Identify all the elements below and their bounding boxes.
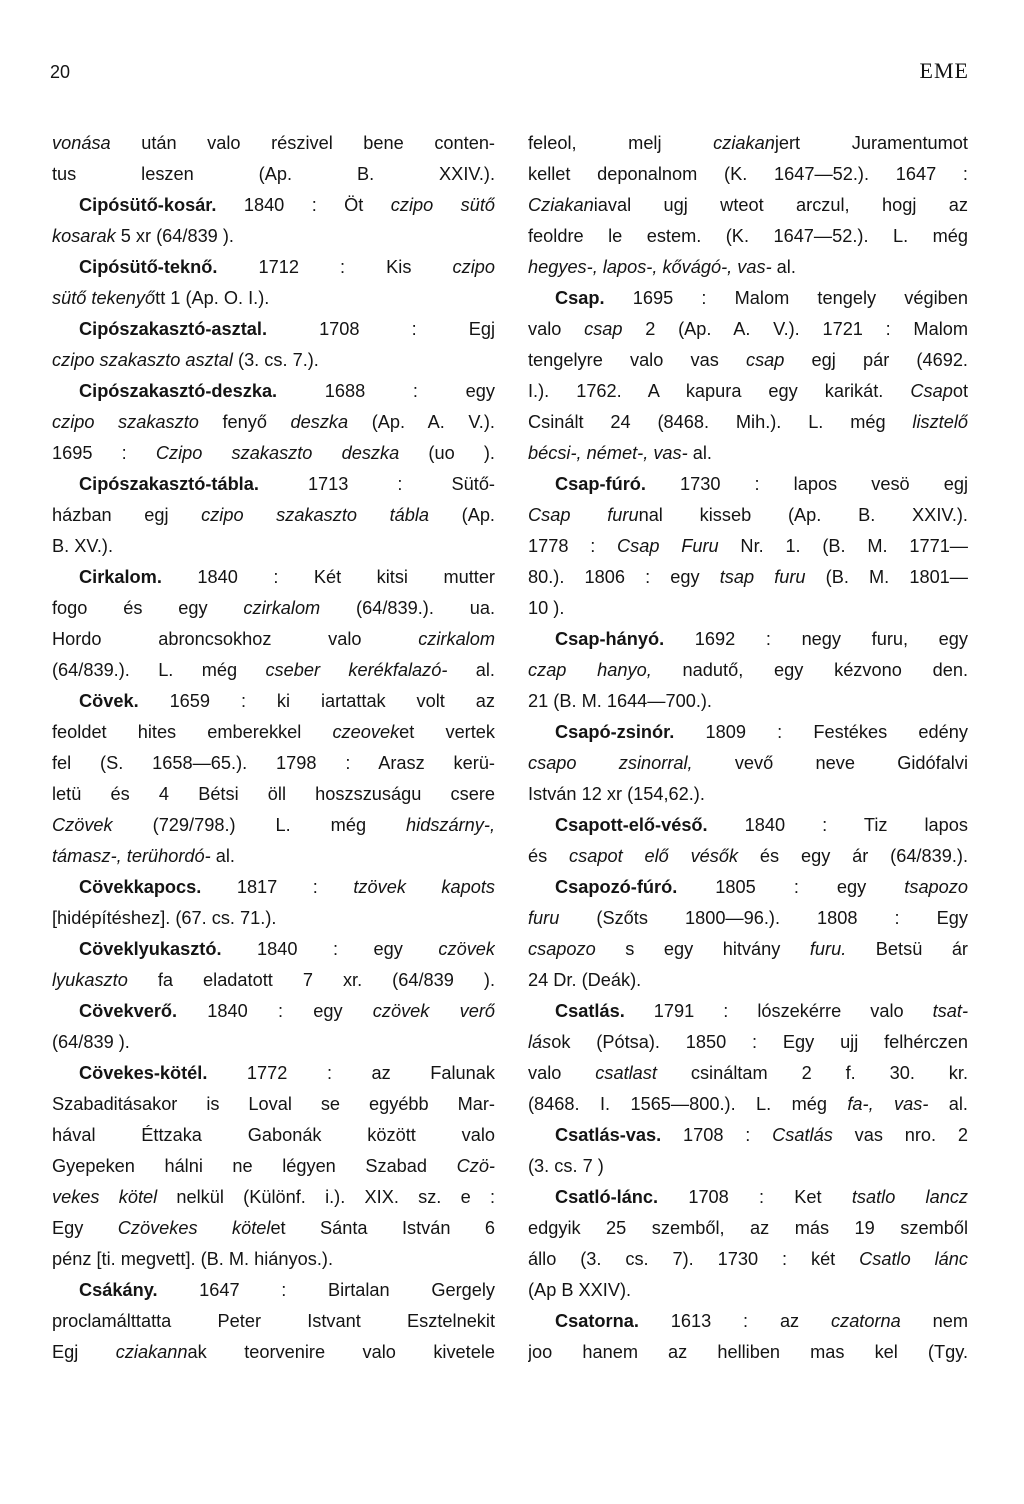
entry-headword: Cövekverő. — [79, 1001, 178, 1021]
entry-headword: Csap. — [555, 288, 605, 308]
quoted-term: tsatlo lancz — [851, 1187, 968, 1207]
body-text: 1659 : ki iartattak volt az — [138, 691, 495, 711]
text-line — [528, 128, 968, 159]
body-text: 1708 : — [661, 1125, 773, 1145]
body-text: 1695 : — [52, 443, 156, 463]
quoted-term: támasz-, terühordó- — [52, 846, 211, 866]
body-text: 1778 : — [528, 536, 618, 556]
text-line — [528, 159, 968, 190]
quoted-term: Csatlo lánc — [859, 1249, 968, 1269]
entry-headword: Cipószakasztó-asztal. — [79, 319, 267, 339]
text-line — [52, 872, 495, 903]
body-text: Egy — [52, 1218, 118, 1238]
body-text: ok (Pótsa). 1850 : Egy ujj felhérczen — [551, 1032, 968, 1052]
body-text: nadutő, egy kézvono den. — [651, 660, 968, 680]
body-text: fa eladatott 7 xr. (64/839 ). — [127, 970, 495, 990]
body-text: fogo és egy — [52, 598, 244, 618]
body-text: (8468. I. 1565—800.). L. még — [528, 1094, 848, 1114]
entry-headword: Cöveklyukasztó. — [79, 939, 222, 959]
body-text: 21 (B. M. 1644—700.). — [528, 691, 712, 711]
quoted-term: csapozo — [528, 939, 596, 959]
quoted-term: czipo szakaszto — [52, 412, 199, 432]
text-line — [52, 748, 495, 779]
quoted-term: csapo zsinorral, — [528, 753, 693, 773]
body-text: s egy hitvány — [595, 939, 810, 959]
body-text: 1613 : az — [638, 1311, 831, 1331]
entry-headword: Cipósütő-teknő. — [79, 257, 218, 277]
body-text: Szabaditásakor is Loval se egyébb Mar- — [52, 1094, 495, 1114]
entry-headword: Csapozó-fúró. — [555, 877, 678, 897]
body-text: fel (S. 1658—65.). 1798 : Arasz kerü- — [52, 753, 495, 773]
body-text: (3. cs. 7.). — [232, 350, 319, 370]
body-text: (729/798.) L. még — [112, 815, 407, 835]
body-text: pénz [ti. megvett]. (B. M. hiányos.). — [52, 1249, 334, 1269]
text-line — [52, 841, 495, 872]
body-text: Gyepeken hálni ne légyen Szabad — [52, 1156, 457, 1176]
text-line — [52, 593, 495, 624]
text-line — [52, 531, 495, 562]
body-text: [hidépítéshez]. (67. cs. 71.). — [52, 908, 277, 928]
body-text: 1708 : Ket — [658, 1187, 852, 1207]
body-text: (64/839.). ua. — [320, 598, 495, 618]
body-text: házban egj — [52, 505, 202, 525]
text-line — [52, 1337, 495, 1368]
entry-headword: Csap-hányó. — [555, 629, 665, 649]
body-text: valo — [528, 319, 585, 339]
body-text: B. XV.). — [52, 536, 113, 556]
body-text: al. — [687, 443, 712, 463]
body-text: Nr. 1. (B. M. 1771— — [718, 536, 968, 556]
body-text: feoldet hites emberekkel — [52, 722, 333, 742]
quoted-term: csap — [745, 350, 785, 370]
text-line — [52, 934, 495, 965]
body-text: 1695 : Malom tengely végiben — [604, 288, 968, 308]
body-text: Csinált 24 (8468. Mih.). L. még — [528, 412, 913, 432]
quoted-term: vekes kötel — [52, 1187, 158, 1207]
text-line — [528, 934, 968, 965]
text-line — [528, 748, 968, 779]
text-line — [52, 190, 495, 221]
body-text: 1840 : Két kitsi mutter — [161, 567, 495, 587]
quoted-term: vonása — [52, 133, 111, 153]
text-line — [52, 1244, 495, 1275]
quoted-term: csap — [584, 319, 623, 339]
body-text: után valo részivel bene conten- — [110, 133, 495, 153]
entry-headword: Csapó-zsinór. — [555, 722, 675, 742]
body-text: 1688 : egy — [277, 381, 495, 401]
body-text: proclamálttatta Peter Istvant Esztelnekit — [52, 1311, 495, 1331]
text-line — [528, 500, 968, 531]
entry-headword: Csatló-lánc. — [555, 1187, 659, 1207]
text-line — [528, 810, 968, 841]
body-text: hával Éttzaka Gabonák között valo — [52, 1125, 495, 1145]
text-line — [528, 314, 968, 345]
entry-headword: Csatlás-vas. — [555, 1125, 662, 1145]
body-text: (64/839 ). — [52, 1032, 130, 1052]
body-text: nelkül (Különf. i.). XIX. sz. e : — [157, 1187, 495, 1207]
body-text: 1647 : Birtalan Gergely — [157, 1280, 495, 1300]
text-line — [528, 376, 968, 407]
quoted-term: bécsi-, német-, vas- — [528, 443, 688, 463]
body-text: István 12 xr (154,62.). — [528, 784, 705, 804]
right-column — [528, 128, 968, 1368]
text-line — [528, 593, 968, 624]
body-text: állo (3. cs. 7). 1730 : két — [528, 1249, 860, 1269]
body-text: 1840 : egy — [221, 939, 439, 959]
text-line — [528, 1213, 968, 1244]
quoted-term: tsap furu — [719, 567, 806, 587]
body-text: tengelyre valo vas — [528, 350, 746, 370]
text-line — [528, 531, 968, 562]
text-line — [52, 1089, 495, 1120]
text-line — [52, 407, 495, 438]
text-line — [528, 1151, 968, 1182]
body-text: (Ap B XXIV). — [528, 1280, 632, 1300]
quoted-term: czövek verő — [372, 1001, 495, 1021]
text-line — [528, 686, 968, 717]
text-line — [528, 996, 968, 1027]
quoted-term: czipo — [452, 257, 495, 277]
body-text: feoldre le estem. (K. 1647—52.). L. még — [528, 226, 968, 246]
quoted-term: kosarak — [52, 226, 116, 246]
quoted-term: sütő tekenyő — [52, 288, 156, 308]
text-line — [52, 686, 495, 717]
body-text: vas nro. 2 — [832, 1125, 968, 1145]
text-line — [52, 903, 495, 934]
body-text: 1713 : Sütő- — [258, 474, 495, 494]
quoted-term: tsat- — [932, 1001, 968, 1021]
quoted-term: csatlast — [595, 1063, 657, 1083]
text-line — [528, 624, 968, 655]
quoted-term: lisztelő — [912, 412, 968, 432]
quoted-term: Csap Furu — [617, 536, 719, 556]
quoted-term: tsapozo — [904, 877, 968, 897]
quoted-term: czipo szakaszto tábla — [201, 505, 430, 525]
text-line — [52, 128, 495, 159]
text-line — [528, 1275, 968, 1306]
body-text: (B. M. 1801— — [805, 567, 968, 587]
quoted-term: lyukaszto — [52, 970, 128, 990]
quoted-term: furu — [528, 908, 560, 928]
body-text: I.). 1762. A kapura egy karikát. — [528, 381, 911, 401]
text-line — [528, 1089, 968, 1120]
body-text: (3. cs. 7 ) — [528, 1156, 604, 1176]
body-text: iaval ugj wteot arczul, hogj az — [593, 195, 968, 215]
body-text: 5 xr (64/839 ). — [115, 226, 234, 246]
body-text: 1840 : Tiz lapos — [707, 815, 968, 835]
quoted-term: czövek — [438, 939, 495, 959]
text-line — [528, 283, 968, 314]
left-column — [52, 128, 495, 1368]
quoted-term: czipo szakaszto asztal — [52, 350, 233, 370]
body-text: tus leszen (Ap. B. XXIV.). — [52, 164, 495, 184]
quoted-term: Czövekes kötel — [117, 1218, 271, 1238]
quoted-term: cseber kerékfalazó- — [265, 660, 448, 680]
body-text: 80.). 1806 : egy — [528, 567, 720, 587]
text-line — [528, 469, 968, 500]
body-text: (uo ). — [399, 443, 495, 463]
entry-headword: Cipósütő-kosár. — [79, 195, 217, 215]
body-text: Hordo abroncsokhoz valo — [52, 629, 419, 649]
body-text: 10 ). — [528, 598, 565, 618]
text-line — [52, 1275, 495, 1306]
text-line — [52, 376, 495, 407]
text-line — [528, 438, 968, 469]
body-text: et vertek — [399, 722, 495, 742]
body-text: feleol, melj — [528, 133, 714, 153]
text-line — [528, 345, 968, 376]
text-line — [52, 500, 495, 531]
body-text: 1817 : — [201, 877, 354, 897]
text-line — [52, 624, 495, 655]
text-line — [52, 314, 495, 345]
body-text: egj pár (4692. — [784, 350, 968, 370]
text-line — [52, 996, 495, 1027]
body-text: edgyik 25 szemből, az más 19 szemből — [528, 1218, 968, 1238]
running-head: EME — [919, 58, 969, 83]
quoted-term: Csatlás — [772, 1125, 833, 1145]
text-line — [528, 1058, 968, 1089]
entry-headword: Cipószakasztó-tábla. — [79, 474, 259, 494]
entry-headword: Cövek. — [79, 691, 139, 711]
quoted-term: tzövek kapots — [353, 877, 495, 897]
body-text: 1840 : Öt — [216, 195, 391, 215]
text-line — [52, 469, 495, 500]
body-text: valo — [528, 1063, 596, 1083]
quoted-term: csapot elő vésők — [569, 846, 739, 866]
text-line — [52, 221, 495, 252]
body-text: Betsü ár — [846, 939, 968, 959]
text-line — [528, 1027, 968, 1058]
body-text: 1692 : negy furu, egy — [664, 629, 968, 649]
body-text: Egj — [52, 1342, 116, 1362]
body-text: és — [528, 846, 570, 866]
body-text: és egy ár (64/839.). — [738, 846, 968, 866]
body-text: (Szőts 1800—96.). 1808 : Egy — [559, 908, 968, 928]
quoted-term: czatorna — [831, 1311, 901, 1331]
text-line — [528, 841, 968, 872]
quoted-term: cziakan — [713, 133, 775, 153]
quoted-term: czirkalom — [243, 598, 321, 618]
body-text: letü és 4 Bétsi öll hoszszuságu csere — [52, 784, 495, 804]
page-number: 20 — [50, 62, 71, 82]
text-line — [528, 190, 968, 221]
body-text: vevő neve Gidófalvi — [692, 753, 968, 773]
body-text: (Ap. A. V.). — [348, 412, 495, 432]
entry-headword: Csapott-elő-véső. — [555, 815, 708, 835]
body-text: nem — [900, 1311, 968, 1331]
text-line — [528, 655, 968, 686]
entry-headword: Csatorna. — [555, 1311, 639, 1331]
text-line — [528, 779, 968, 810]
text-line — [528, 221, 968, 252]
body-text: 24 Dr. (Deák). — [528, 970, 642, 990]
text-line — [52, 965, 495, 996]
body-text: 1730 : lapos vesö egj — [645, 474, 968, 494]
body-text: al. — [771, 257, 796, 277]
text-line — [52, 283, 495, 314]
body-text: fenyő — [198, 412, 291, 432]
body-text: 1712 : Kis — [217, 257, 453, 277]
body-text: ak teorvenire valo kivetele — [187, 1342, 495, 1362]
entry-headword: Cövekkapocs. — [79, 877, 202, 897]
entry-headword: Csap-fúró. — [555, 474, 646, 494]
text-line — [52, 779, 495, 810]
quoted-term: Czipo szakaszto deszka — [155, 443, 400, 463]
body-text: al. — [928, 1094, 968, 1114]
text-line — [528, 1337, 968, 1368]
body-text: 1708 : Egj — [267, 319, 495, 339]
text-line — [528, 717, 968, 748]
text-line — [528, 1306, 968, 1337]
text-line — [52, 1182, 495, 1213]
body-text: al. — [447, 660, 495, 680]
text-line — [528, 1120, 968, 1151]
text-line — [528, 252, 968, 283]
body-text: (Ap. — [429, 505, 495, 525]
quoted-term: hidszárny-, — [406, 815, 495, 835]
text-line — [52, 1213, 495, 1244]
quoted-term: Cziakan — [528, 195, 594, 215]
quoted-term: lás — [528, 1032, 552, 1052]
text-line — [52, 1058, 495, 1089]
text-line — [52, 1027, 495, 1058]
text-line — [528, 903, 968, 934]
quoted-term: czirkalom — [418, 629, 495, 649]
body-text: al. — [210, 846, 235, 866]
entry-headword: Cirkalom. — [79, 567, 162, 587]
body-text: joo hanem az helliben mas kel (Tgy. — [528, 1342, 968, 1362]
quoted-term: czap hanyo, — [528, 660, 652, 680]
text-line — [52, 562, 495, 593]
text-line — [52, 159, 495, 190]
text-line — [52, 810, 495, 841]
text-line — [52, 655, 495, 686]
text-line — [528, 872, 968, 903]
quoted-term: Czövek — [52, 815, 113, 835]
text-line — [528, 407, 968, 438]
body-text: 1809 : Festékes edény — [674, 722, 968, 742]
body-text: 1772 : az Falunak — [207, 1063, 495, 1083]
entry-headword: Csatlás. — [555, 1001, 625, 1021]
text-line — [52, 1306, 495, 1337]
text-line — [528, 562, 968, 593]
quoted-term: Czö- — [456, 1156, 495, 1176]
quoted-term: Csap furu — [528, 505, 639, 525]
body-text: 1840 : egy — [177, 1001, 373, 1021]
body-text: jert Juramentumot — [774, 133, 968, 153]
body-text: tt 1 (Ap. O. I.). — [155, 288, 270, 308]
quoted-term: cziakann — [115, 1342, 188, 1362]
body-text: ot — [952, 381, 968, 401]
text-line — [52, 438, 495, 469]
body-text: csináltam 2 f. 30. kr. — [656, 1063, 968, 1083]
body-text: et Sánta István 6 — [270, 1218, 495, 1238]
text-line — [528, 1182, 968, 1213]
entry-headword: Cövekes-kötél. — [79, 1063, 208, 1083]
text-line — [528, 1244, 968, 1275]
entry-headword: Csákány. — [79, 1280, 158, 1300]
body-text: (64/839.). L. még — [52, 660, 266, 680]
text-line — [52, 1151, 495, 1182]
quoted-term: czipo sütő — [390, 195, 495, 215]
body-text: 1805 : egy — [677, 877, 905, 897]
quoted-term: czeovek — [332, 722, 400, 742]
quoted-term: hegyes-, lapos-, kővágó-, vas- — [528, 257, 772, 277]
quoted-term: fa-, vas- — [847, 1094, 929, 1114]
body-text: nal kisseb (Ap. B. XXIV.). — [638, 505, 968, 525]
body-text: 2 (Ap. A. V.). 1721 : Malom — [622, 319, 968, 339]
quoted-term: furu. — [809, 939, 847, 959]
text-line — [52, 345, 495, 376]
quoted-term: Csap — [910, 381, 953, 401]
body-text: kellet deponalnom (K. 1647—52.). 1647 : — [528, 164, 968, 184]
body-text: 1791 : lószekérre valo — [624, 1001, 933, 1021]
quoted-term: deszka — [290, 412, 349, 432]
text-line — [52, 252, 495, 283]
text-line — [52, 1120, 495, 1151]
text-line — [52, 717, 495, 748]
entry-headword: Cipószakasztó-deszka. — [79, 381, 278, 401]
text-line — [528, 965, 968, 996]
